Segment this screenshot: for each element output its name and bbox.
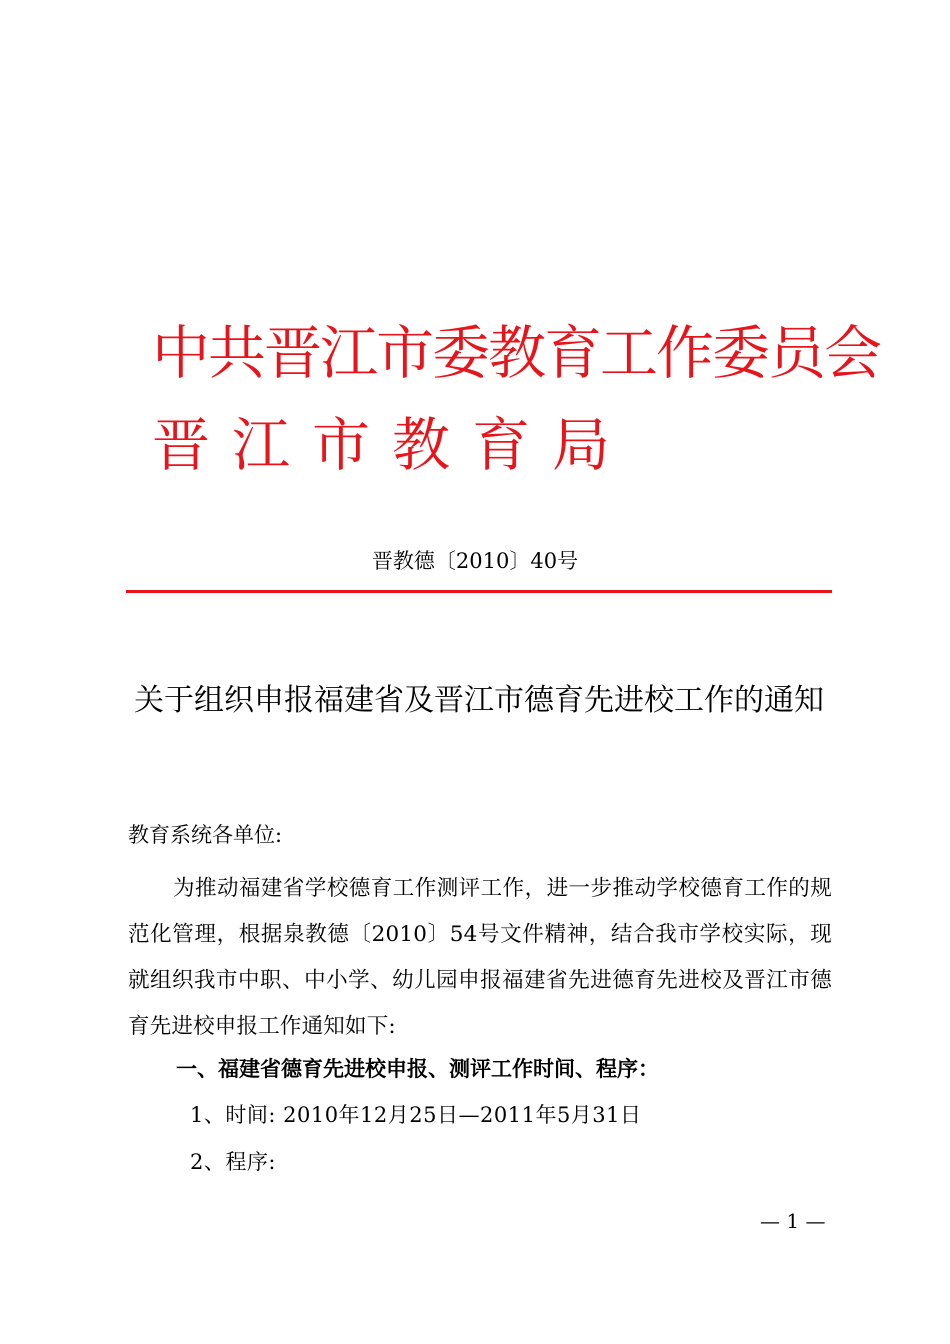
section-item-procedure: 2、程序:	[190, 1150, 276, 1174]
issuer-name-line-2: 晋江市教育局	[152, 411, 633, 479]
salutation: 教育系统各单位:	[128, 823, 283, 847]
section-item-time: 1、时间: 2010年12月25日—2011年5月31日	[190, 1103, 642, 1127]
body-paragraph: 为推动福建省学校德育工作测评工作，进一步推动学校德育工作的规范化管理，根据泉教德〔2010〕54号文件精神，结合我市学校实际，现就组织我市中职、中小学、幼儿园申报福建省先进德育先进校及晋江市德育先进校申报工作通知如下:	[128, 876, 832, 1039]
issuer-name-line-1: 中共晋江市委教育工作委员会	[152, 319, 881, 387]
red-separator-rule	[126, 590, 832, 593]
document-number: 晋教德〔2010〕40号	[371, 549, 579, 573]
section-heading: 一、福建省德育先进校申报、测评工作时间、程序：	[176, 1057, 659, 1081]
document-title: 关于组织申报福建省及晋江市德育先进校工作的通知	[134, 683, 824, 718]
page-number: — 1 —	[760, 1209, 826, 1233]
